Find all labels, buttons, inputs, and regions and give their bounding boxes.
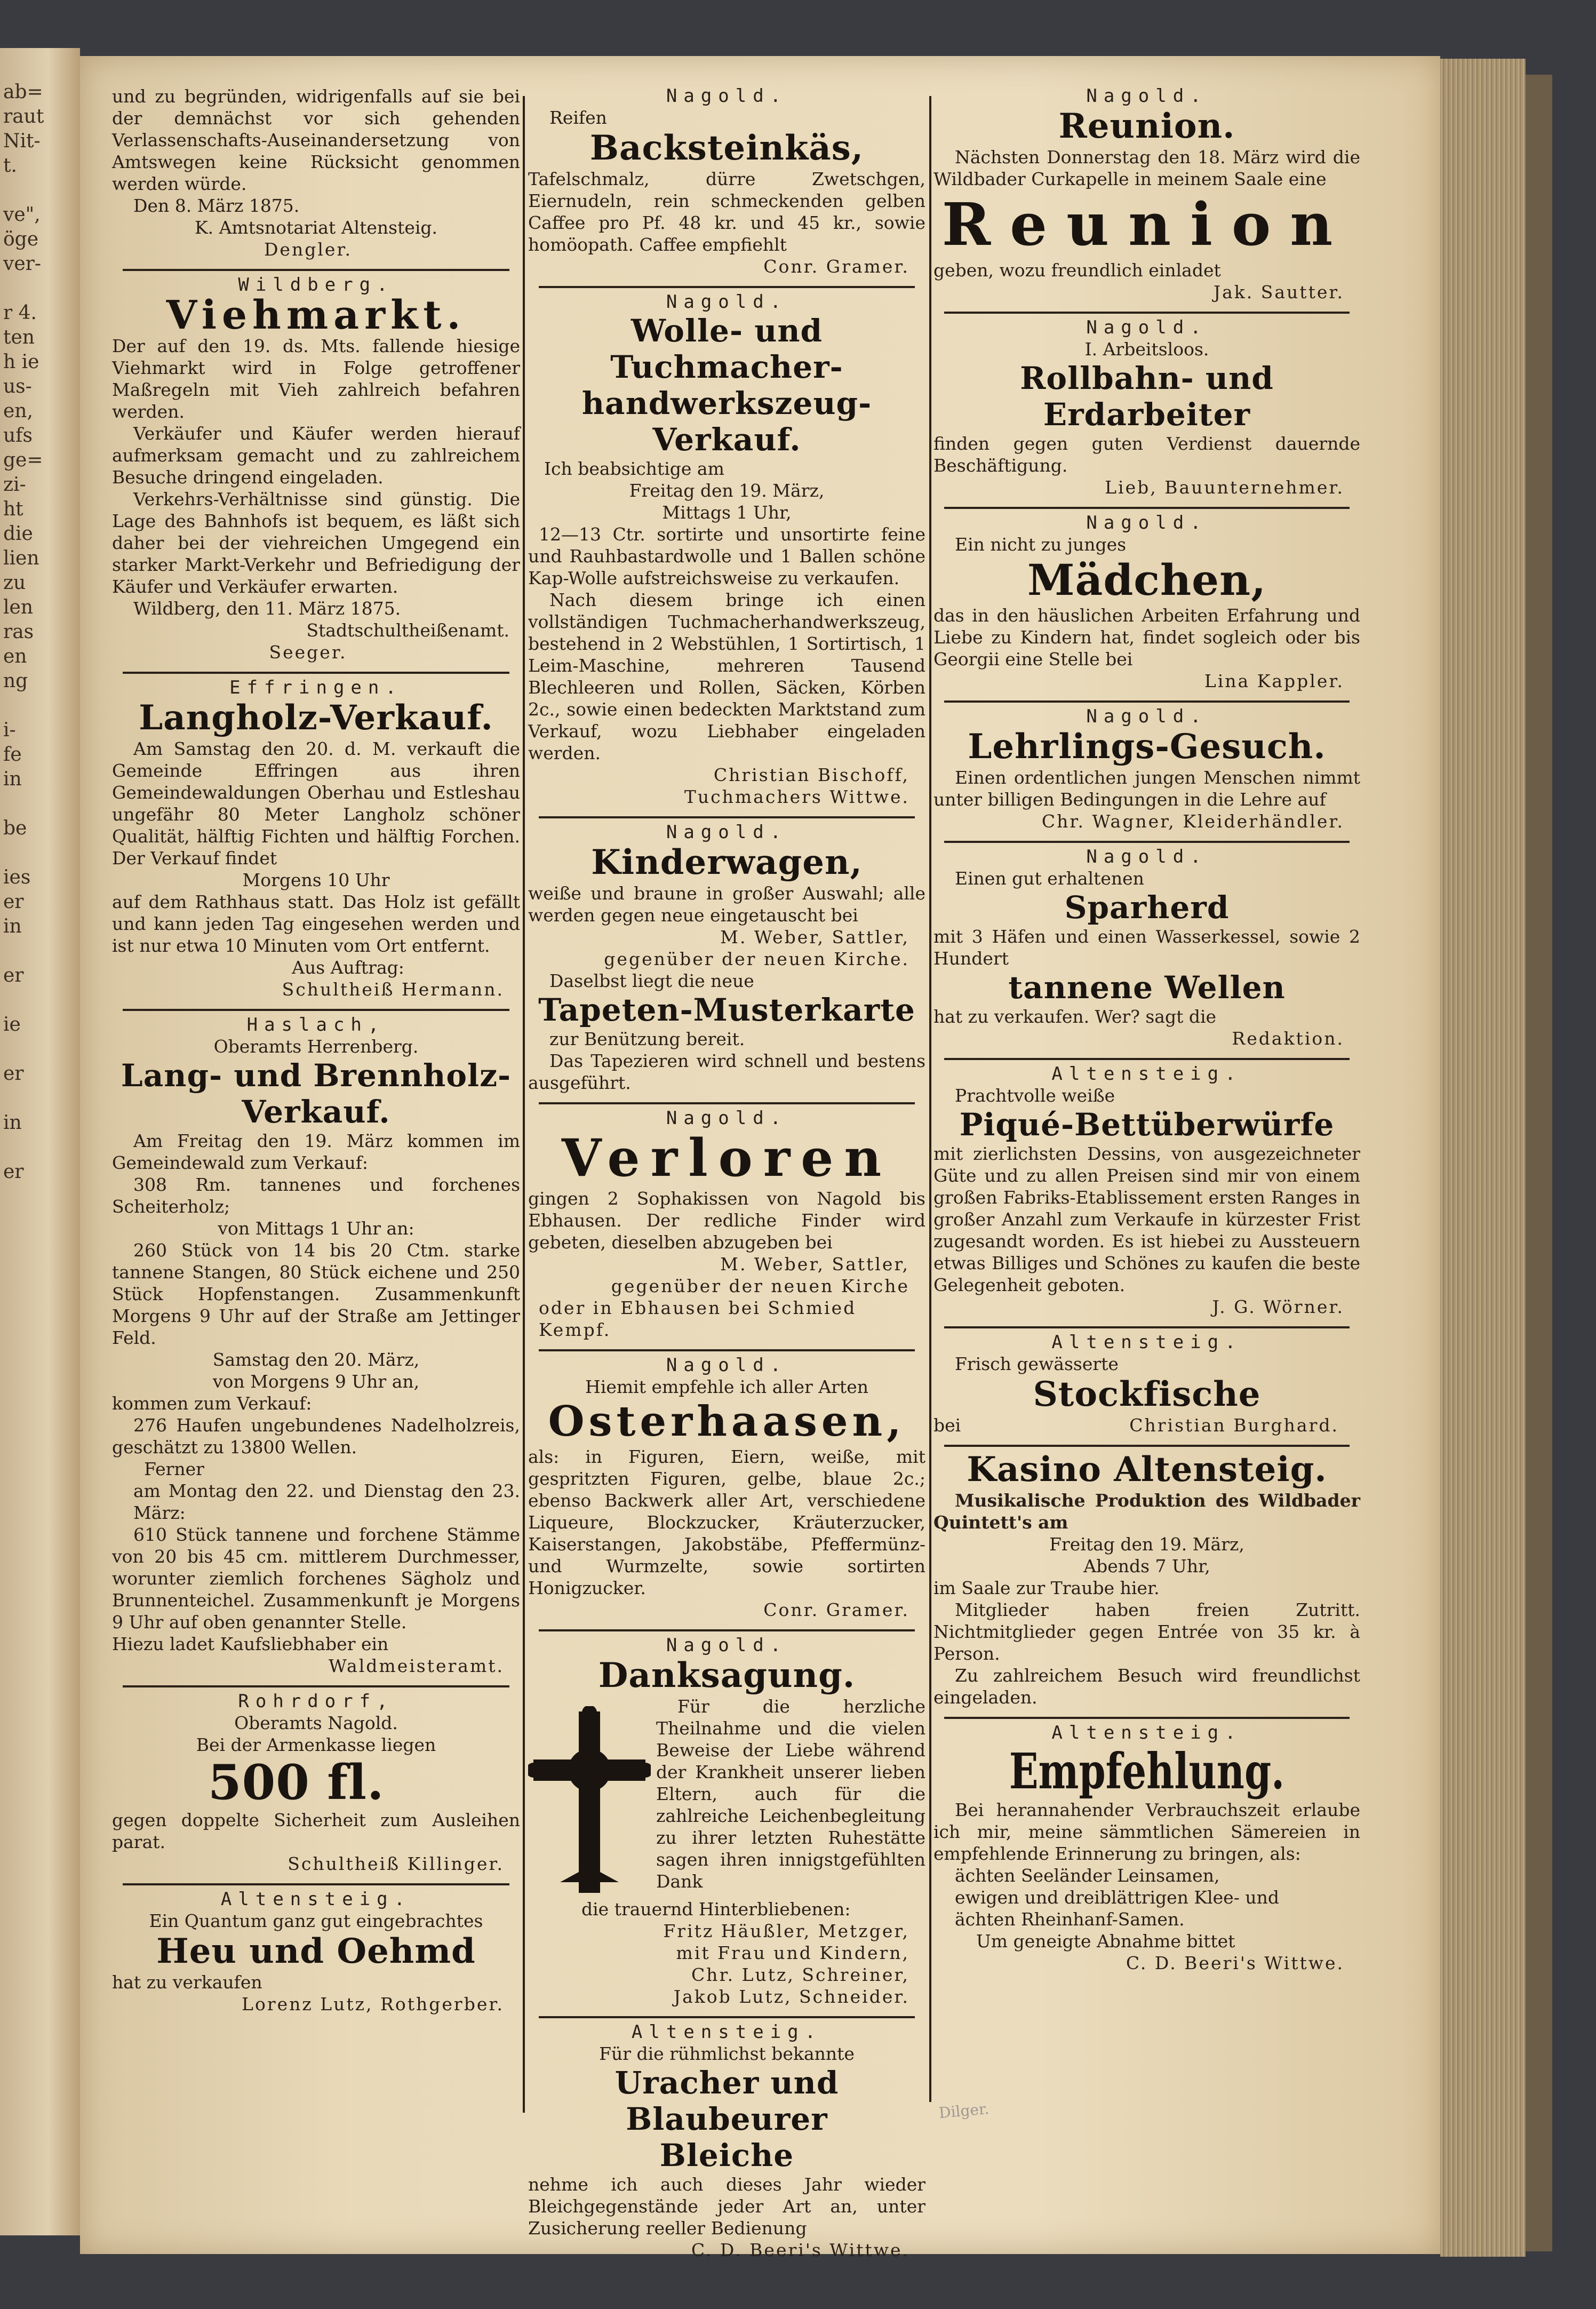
ad-heading: Heu und Oehmd [156,1931,476,1971]
column-1 [112,85,520,2020]
divider [123,1009,509,1011]
previous-page-fragment: us- [3,376,32,397]
previous-page-fragment: en [3,646,27,667]
ad-heading: Danksagung. [598,1655,856,1695]
ad-signature: gegenüber der neuen Kirche [611,1276,909,1296]
ad-verloren [528,1108,925,1346]
divider [944,1717,1350,1719]
book-spine-edge [1526,75,1552,2251]
ad-text: Daselbst liegt die neue [549,970,754,991]
ad-place: Nagold. [666,1635,788,1656]
previous-page-fragment: öge [3,228,39,250]
ad-signature: Redaktion. [1232,1028,1344,1049]
ad-heu [112,1889,520,2020]
ad-heading: Tapeten-Musterkarte [538,992,915,1028]
ad-text: Bei herannahender Verbrauchszeit erlaube ich mir, meine sämmtlichen Sämereien in empfehlende Erinnerung zu bringen, als: [933,1800,1360,1864]
ad-text: Prachtvolle weiße [955,1085,1115,1106]
divider [944,1058,1350,1060]
divider [539,1629,915,1631]
ad-heading: Lang- und Brennholz- [121,1057,512,1094]
previous-page-fragment: zi- [3,474,26,496]
ad-text: Ein Quantum ganz gut eingebrachtes [149,1910,483,1931]
ad-signature: Lorenz Lutz, Rothgerber. [242,1994,504,2015]
ad-signature: Fritz Häußler, Metzger, [663,1921,909,1941]
previous-page-fragment: ufs [3,425,33,447]
ad-place: Altensteig. [631,2021,823,2043]
divider [944,1326,1350,1328]
ad-issuer: Stadtschultheißenamt. [306,620,509,641]
ad-text: Freitag den 19. März, [1049,1534,1244,1555]
ad-text: am Montag den 22. und Dienstag den 23. März: [133,1480,520,1523]
ad-date: Den 8. März 1875. [133,195,300,216]
ad-text: gingen 2 Sophakissen von Nagold bis Ebhausen. Der redliche Finder wird gebeten, dieselben abzugeben bei [528,1188,925,1253]
ad-stockfische [933,1332,1360,1442]
ad-pre: Reifen [549,107,607,128]
ad-text: Ich beabsichtige am [544,458,724,479]
ad-signature: Christian Bischoff, [713,765,909,785]
previous-page-fragment: in [3,1112,22,1134]
divider [944,700,1350,703]
ad-signature: Chr. Lutz, Schreiner, [691,1964,909,1985]
ad-time: Morgens 10 Uhr [242,870,390,890]
ad-signature: Conr. Gramer. [763,1599,909,1620]
previous-page-fragment: r 4. [3,302,37,324]
ad-text: Verkäufer und Käufer werden hierauf aufmerksam gemacht und zu zahlreichem Besuche dringend eingeladen. [112,423,520,488]
ad-signature: Jakob Lutz, Schneider. [673,1986,909,2007]
ad-text: bei [933,1415,961,1436]
ad-rollbahn [933,317,1360,504]
ad-signature: Schultheiß Killinger. [288,1853,504,1874]
cross-icon [528,1706,651,1898]
ad-text: im Saale zur Traube hier. [933,1578,1160,1598]
ad-district: Oberamts Herrenberg. [213,1036,419,1057]
ad-text: auf dem Rathhaus statt. Das Holz ist gefällt und kann jeden Tag eingesehen werden und ist nur etwa 10 Minuten vom Ort entfernt. [112,891,520,956]
ad-text: Für die rühmlichst bekannte [599,2043,855,2064]
divider [539,1102,915,1104]
previous-page-fragment: raut [3,106,44,128]
ad-heading: Rollbahn- und Erdarbeiter [1020,360,1274,433]
divider [539,286,915,288]
ad-date: Wildberg, den 11. März 1875. [133,598,401,619]
previous-page-fragment: ab= [3,81,43,103]
ad-text: Frisch gewässerte [955,1353,1119,1374]
ad-text: Abends 7 Uhr, [1083,1556,1210,1577]
ad-heading: Verkauf. [242,1094,390,1130]
previous-page-fragment: ver- [3,253,42,275]
ad-viehmarkt [112,274,520,668]
ad-text: und zu begründen, widrigenfalls auf sie bei der demnächst vor sich gehenden Verlassenschafts-Auseinandersetzung von Amtswegen keine Rücksicht genommen werden würde. [112,86,520,194]
ad-empfehlung [933,1722,1360,1979]
previous-page-fragment: len [3,596,34,618]
previous-page-fragment: ies [3,866,31,888]
ad-signature: Christian Burghard. [1129,1415,1339,1436]
ad-kinderwagen [528,822,925,1099]
ad-text: Am Freitag den 19. März kommen im Gemeindewald zum Verkauf: [112,1130,520,1173]
ad-text: die trauernd Hinterbliebenen: [581,1899,851,1920]
ad-heading: Verloren [561,1128,892,1188]
ad-notary [112,85,520,266]
previous-page-fragment: er [3,1161,24,1183]
ad-heading: Sparherd [1064,889,1230,926]
ad-text: das in den häuslichen Arbeiten Erfahrung und Liebe zu Kindern hat, findet sogleich oder bis Georgii eine Stelle bei [933,605,1360,670]
divider [123,269,509,271]
ad-text: Tafelschmalz, dürre Zwetschgen, Eiernudeln, rein schmeckenden gelben Caffee pro Pf. 48 kr. und 45 kr., sowie homöopath. Caffee empfiehlt [528,169,925,255]
ad-heading: handwerkszeug-Verkauf. [581,385,872,458]
ad-text: Freitag den 19. März, [629,480,825,501]
ad-place: Nagold. [666,822,788,843]
divider [539,1349,915,1351]
ad-text: Samstag den 20. März, [212,1349,420,1370]
ad-signature: mit Frau und Kindern, [676,1942,909,1963]
ad-danksagung [528,1635,925,2013]
ad-text: Für die herzliche Theilnahme und die vielen Beweise der Liebe während der Krankheit unserer lieben Eltern, auch für die zahlreiche Leichenbegleitung zu ihrer letzten Ruhestätte sagen ihren innigstgefühlten Dank [656,1696,925,1892]
ad-text: hat zu verkaufen [112,1972,262,1993]
divider [944,1445,1350,1447]
ad-place: Altensteig. [1051,1722,1242,1743]
ad-text: Einen ordentlichen jungen Menschen nimmt unter billigen Bedingungen in die Lehre auf [933,767,1360,810]
ad-signature: Jak. Sautter. [1213,282,1344,302]
ad-lehrling [933,706,1360,838]
ad-text: Der auf den 19. ds. Mts. fallende hiesige Viehmarkt wird in Folge getroffener Maßregeln mit Vieh zahlreich befahren werden. [112,336,520,422]
ad-signature: Lina Kappler. [1204,671,1344,691]
previous-page-fragment: er [3,965,24,986]
ad-text: Das Tapezieren wird schnell und bestens ausgeführt. [528,1050,925,1093]
ad-text: Hiemit empfehle ich aller Arten [585,1376,868,1397]
previous-page-fragment: be [3,817,27,839]
ad-place: Nagold. [666,85,788,107]
ad-heading: Viehmarkt. [166,292,466,338]
ad-by: Aus Auftrag: [292,957,404,978]
ad-signature: Lieb, Bauunternehmer. [1105,477,1344,498]
previous-page-fragment: er [3,1063,24,1085]
ad-reunion [933,85,1360,308]
ad-osterhaasen [528,1355,925,1626]
ad-text: von Morgens 9 Uhr an, [212,1371,420,1392]
ad-text: gegen doppelte Sicherheit zum Ausleihen parat. [112,1810,520,1852]
previous-page-fragment: ng [3,670,28,692]
previous-page-fragment: fe [3,744,22,766]
ad-heading: Backsteinkäs, [589,128,864,168]
ad-text: Nächsten Donnerstag den 18. März wird die Wildbader Curkapelle in meinem Saale eine [933,147,1360,189]
ad-signature: M. Weber, Sattler, [720,927,909,948]
ad-heading: Bleiche [659,2137,794,2173]
ad-text: Hiezu ladet Kaufsliebhaber ein [112,1634,389,1654]
ad-place: Wildberg. [238,274,394,296]
divider [944,841,1350,843]
ad-text: 308 Rm. tannenes und forchenes Scheiterholz; [112,1174,520,1217]
ad-heading: Reunion [941,190,1352,259]
previous-page-fragment: zu [3,572,26,594]
divider [123,672,509,674]
ad-sub: I. Arbeitsloos. [1084,339,1209,360]
ad-text: Am Samstag den 20. d. M. verkauft die Gemeinde Effringen aus ihren Gemeindewaldungen Oberhau und Estleshau ungefähr 80 Meter Langholz schöner Qualität, hälftig Fichten und hälftig Forchen. Der Verkauf findet [112,738,520,869]
previous-page-fragment: ht [3,498,23,520]
divider [944,507,1350,509]
ad-maedchen [933,512,1360,697]
previous-page-fragment: i- [3,719,16,741]
ad-text: als: in Figuren, Eiern, weiße, mit gespritzten Figuren, gelbe, blaue 2c.; ebenso Backwerk aller Art, verschiedene Liqueure, Blockzucker, Kräuterzucker, Kaiserstangen, Jakobstäbe, Pfeffermünz- und Wurmzelte, sowie sortirten Honigzucker. [528,1446,925,1598]
divider [944,312,1350,314]
ad-signature: oder in Ebhausen bei Schmied Kempf. [539,1297,857,1340]
ad-place: Nagold. [666,1355,788,1376]
ad-text: 260 Stück von 14 bis 20 Ctm. starke tannene Stangen, 80 Stück eichene und 250 Stück Hopfenstangen. Zusammenkunft Morgens 9 Uhr auf der Straße am Jettinger Feld. [112,1240,520,1348]
ad-text: geben, wozu freundlich einladet [933,260,1221,281]
ad-heading: tannene Wellen [1008,969,1286,1006]
ad-text: Mitglieder haben freien Zutritt. Nichtmitglieder gegen Entrée von 35 kr. à Person. [933,1599,1360,1664]
ad-text: Nach diesem bringe ich einen vollständigen Tuchmacherhandwerkszeug, bestehend in 2 Webstühlen, 1 Sortirtisch, 1 Leim-Maschine, mehreren Tausend Blechleeren und Rollen, Säcken, Körben 2c., sowie einen bedeckten Marktstand zum Verkauf, wozu Liebhaber eingeladen werden. [528,590,925,763]
ad-place: Altensteig. [220,1889,412,1910]
previous-page-fragment: t. [3,155,17,177]
ad-text: kommen zum Verkauf: [112,1393,312,1414]
ad-place: Nagold. [1086,846,1208,867]
ad-wolle [528,291,925,813]
ad-heading: Stockfische [1033,1374,1261,1414]
divider [123,1685,509,1687]
ad-issuer: K. Amtsnotariat Altensteig. [194,217,438,238]
ad-place: Altensteig. [1051,1063,1242,1085]
ad-text: Zu zahlreichem Besuch wird freundlichst eingeladen. [933,1665,1360,1708]
previous-page-fragment: ten [3,327,35,348]
divider [123,1883,509,1885]
ad-item: ewigen und dreiblättrigen Klee- und [955,1887,1279,1908]
ad-pique [933,1063,1360,1323]
previous-page-edge [0,48,80,2235]
previous-page-fragment: die [3,523,33,545]
ad-heading: Uracher und Blaubeurer [615,2065,839,2137]
previous-page-fragment: ve", [3,204,41,226]
ad-heading: Kinderwagen, [591,842,863,882]
previous-page-fragment: in [3,915,22,937]
ad-place: Nagold. [1086,85,1208,107]
previous-page-fragment: ras [3,621,34,643]
ad-text: Mittags 1 Uhr, [662,502,792,523]
ad-kasino [933,1450,1360,1714]
previous-page-fragment: en, [3,400,33,422]
ad-text: 12—13 Ctr. sortirte und unsortirte feine und Rauhbastardwolle und 1 Ballen schöne Kap-Wolle aufstreichsweise zu verkaufen. [528,524,925,588]
column-rule [929,96,931,2102]
ad-district: Oberamts Nagold. [234,1713,398,1733]
ad-text: Bei der Armenkasse liegen [196,1734,436,1755]
previous-page-fragment: lien [3,547,39,569]
ad-signature: C. D. Beeri's Wittwe. [1126,1953,1344,1973]
ad-signature: Seeger. [269,642,347,663]
previous-page-fragment: ge= [3,449,43,471]
ad-text: Ein nicht zu junges [955,534,1127,555]
ad-heading: Empfehlung. [1009,1742,1285,1800]
ad-text: Musikalische Produktion des Wildbader Quintett's am [933,1490,1360,1533]
ad-text: Um geneigte Abnahme bittet [976,1931,1235,1952]
ad-place: Nagold. [666,1108,788,1129]
previous-page-fragment: in [3,768,22,790]
ad-heading: Kasino Altensteig. [967,1450,1327,1490]
ad-text: Ferner [144,1459,204,1479]
ad-signature: Chr. Wagner, Kleiderhändler. [1041,811,1344,832]
ad-signature: Schultheiß Hermann. [282,979,504,1000]
ad-place: Altensteig. [1051,1332,1242,1353]
ad-place: Rohrdorf, [238,1691,394,1712]
ad-text: nehme ich auch dieses Jahr wieder Bleichgegenstände jeder Art an, unter Zusicherung reeller Bedienung [528,2174,925,2239]
ad-bleiche [528,2021,925,2266]
ad-text: weiße und braune in großer Auswahl; alle werden gegen neue eingetauscht bei [528,883,925,926]
ad-place: Nagold. [1086,512,1208,534]
ad-signature: gegenüber der neuen Kirche. [604,949,909,969]
ad-backsteinkaes [528,85,925,283]
ad-place: Nagold. [1086,706,1208,727]
divider [539,816,915,818]
ad-signature: Tuchmachers Wittwe. [684,786,909,807]
ad-text: 610 Stück tannene und forchene Stämme von 20 bis 45 cm. mittlerem Durchmesser, worunter ziemlich forchenes Sägholz und Brunnenteichel. Zusammenkunft je Morgens 9 Uhr auf oben genannter Stelle. [112,1524,520,1633]
column-3 [933,85,1360,1979]
ad-heading: Reunion. [1058,106,1235,146]
library-stamp: Dilger. [938,2099,990,2122]
divider [539,2016,915,2018]
ad-text: 276 Haufen ungebundenes Nadelholzreis, geschätzt zu 13800 Wellen. [112,1415,520,1458]
ad-signature: Conr. Gramer. [763,256,909,277]
ad-text: von Mittags 1 Uhr an: [218,1218,414,1239]
ad-sparherd [933,846,1360,1055]
ad-heading: Mädchen, [1027,555,1267,605]
ad-item: ächten Seeländer Leinsamen, [955,1865,1220,1886]
ad-signature: M. Weber, Sattler, [720,1254,909,1275]
ad-text: mit 3 Häfen und einen Wasserkessel, sowie 2 Hundert [933,926,1360,969]
ad-heading: Piqué-Bettüberwürfe [959,1106,1335,1143]
ad-signature: J. G. Wörner. [1212,1296,1344,1317]
ad-heading: Lehrlings-Gesuch. [968,727,1326,767]
ad-signature: Waldmeisteramt. [329,1655,504,1676]
ad-heading: Langholz-Verkauf. [139,698,493,738]
column-2 [528,85,925,2266]
page-stack-edge [1440,59,1526,2257]
ad-langholz [112,677,520,1006]
ad-text: zur Benützung bereit. [549,1029,745,1049]
ad-heading: Wolle- und Tuchmacher- [610,313,843,385]
ad-signature: Dengler. [264,239,353,260]
ad-amount: 500 fl. [208,1754,385,1811]
previous-page-fragment: er [3,891,24,913]
ad-place: Haslach, [246,1014,386,1036]
ad-haslach [112,1014,520,1682]
ad-text: Einen gut erhaltenen [955,868,1144,889]
previous-page-fragment: ie [3,1014,21,1036]
ad-text: hat zu verkaufen. Wer? sagt die [933,1006,1217,1027]
ad-heading: Osterhaasen, [548,1397,906,1446]
column-rule [523,96,525,2113]
ad-signature: C. D. Beeri's Wittwe. [691,2240,909,2260]
previous-page-fragment: Nit- [3,130,41,152]
ad-rohrdorf [112,1691,520,1880]
ad-text: mit zierlichsten Dessins, von ausgezeichneter Güte und zu allen Preisen sind mir von einem großen Fabriks-Etablissement ersten Ranges in großer Anzahl zum Verkaufe in kürzester Frist zugesandt worden. Es ist hiebei zu Aussteuern etwas Billiges und Schönes zu kaufen die beste Gelegenheit geboten. [933,1143,1360,1295]
ad-text: Verkehrs-Verhältnisse sind günstig. Die Lage des Bahnhofs ist bequem, es läßt sich daher bei der viehreichen Umgegend ein starker Markt-Verkehr und Befriedigung der Käufer und Verkäufer erwarten. [112,489,520,597]
ad-place: Nagold. [666,291,788,313]
ad-place: Effringen. [229,677,403,698]
ad-text: finden gegen guten Verdienst dauernde Beschäftigung. [933,433,1360,476]
ad-item: ächten Rheinhanf-Samen. [955,1909,1185,1930]
previous-page-fragment: h ie [3,351,39,373]
ad-place: Nagold. [1086,317,1208,338]
